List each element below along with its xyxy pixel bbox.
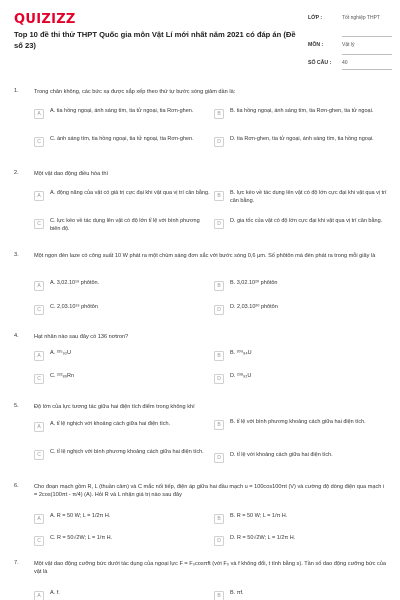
option-b[interactable] bbox=[214, 419, 394, 430]
option-text: B. ²⁰⁹₈₄U bbox=[230, 350, 252, 356]
option-d[interactable] bbox=[214, 304, 394, 315]
question-1 bbox=[14, 88, 390, 163]
option-box: A bbox=[34, 281, 44, 291]
option-c[interactable] bbox=[34, 535, 214, 546]
option-d[interactable] bbox=[214, 136, 394, 147]
option-c[interactable] bbox=[34, 449, 214, 460]
option-b[interactable] bbox=[214, 108, 394, 119]
option-text: A. tỉ lệ nghịch với khoảng cách giữa hai điện tích. bbox=[50, 421, 171, 427]
option-box: D bbox=[214, 219, 224, 229]
option-box: B bbox=[214, 420, 224, 430]
question-2 bbox=[14, 170, 390, 245]
meta-label: MÔN : bbox=[308, 41, 324, 48]
question-4 bbox=[14, 333, 390, 397]
option-b[interactable] bbox=[214, 350, 394, 361]
option-text: C. R = 50√2W; L = 1/π H. bbox=[50, 535, 113, 541]
option-text: B. πf. bbox=[230, 590, 244, 596]
option-a[interactable] bbox=[34, 421, 214, 432]
option-text: C. tỉ lệ nghịch với bình phương khoảng cách giữa hai điện tích. bbox=[50, 449, 204, 455]
meta-panel bbox=[308, 13, 392, 70]
option-a[interactable] bbox=[34, 513, 214, 524]
option-box: D bbox=[214, 137, 224, 147]
option-a[interactable] bbox=[34, 280, 214, 291]
option-text: D. gia tốc của vật có độ lớn cực đại khi vật qua vị trí cân bằng. bbox=[230, 218, 383, 224]
option-a[interactable] bbox=[34, 190, 214, 201]
option-c[interactable] bbox=[34, 373, 214, 384]
option-text: B. lực kéo về tác dụng lên vật có độ lớn cực đại khi vật qua vị trí cân bằng. bbox=[230, 190, 387, 204]
quizizz-logo: QUIZIZZ bbox=[14, 12, 76, 27]
option-box: A bbox=[34, 191, 44, 201]
meta-row-count bbox=[308, 58, 392, 70]
meta-label: SỐ CÂU : bbox=[308, 59, 332, 66]
option-d[interactable] bbox=[214, 373, 394, 384]
option-text: A. f. bbox=[50, 590, 60, 596]
question-number: 3. bbox=[14, 252, 19, 258]
document-title: Top 10 đề thi thử THPT Quốc gia môn Vật Lí mới nhất năm 2021 có đáp án (Đề số 23) bbox=[14, 30, 296, 50]
option-text: C. lực kéo về tác dụng lên vật có độ lớn tỉ lệ với bình phương biên độ. bbox=[50, 218, 200, 232]
option-box: A bbox=[34, 591, 44, 600]
option-text: B. tia hồng ngoại, ánh sáng tím, tia Rơn-ghen, tia tử ngoại. bbox=[230, 108, 374, 114]
question-5 bbox=[14, 403, 390, 473]
option-box: C bbox=[34, 536, 44, 546]
option-box: A bbox=[34, 514, 44, 524]
question-number: 6. bbox=[14, 483, 19, 489]
question-text: Cho đoạn mạch gồm R, L (thuần cảm) và C mắc nối tiếp, điện áp giữa hai đầu mạch u = 100cos100πt (V) và cường độ dòng điện qua mạch i = 2cos(100πt - π/4) (A). Hỏi R và L nhận giá trị nào sau đây bbox=[34, 484, 385, 499]
question-number: 2. bbox=[14, 170, 19, 176]
option-d[interactable] bbox=[214, 452, 394, 463]
option-text: D. ²³⁸₉₂U bbox=[230, 373, 252, 379]
meta-value: Vật lý bbox=[342, 40, 392, 55]
meta-label: LỚP : bbox=[308, 14, 323, 21]
option-c[interactable] bbox=[34, 218, 214, 233]
option-a[interactable] bbox=[34, 350, 214, 361]
option-box: D bbox=[214, 536, 224, 546]
question-6 bbox=[14, 483, 390, 549]
question-3 bbox=[14, 252, 390, 326]
meta-value: Tốt nghiệp THPT bbox=[342, 13, 392, 37]
option-box: D bbox=[214, 374, 224, 384]
option-c[interactable] bbox=[34, 136, 214, 147]
option-c[interactable] bbox=[34, 304, 214, 315]
option-text: B. R = 50 W; L = 1/π H. bbox=[230, 513, 288, 519]
option-d[interactable] bbox=[214, 218, 394, 229]
option-text: C. ²²²₈₆Rn bbox=[50, 373, 75, 379]
question-text: Hạt nhân nào sau đây có 136 nơtron? bbox=[34, 334, 129, 340]
option-b[interactable] bbox=[214, 280, 394, 291]
option-text: D. R = 50√2W; L = 1/2π H. bbox=[230, 535, 296, 541]
question-text: Một vật dao động điều hòa thì bbox=[34, 171, 109, 177]
option-box: A bbox=[34, 422, 44, 432]
question-text: Một ngọn đèn laze có công suất 10 W phát ra một chùm sáng đơn sắc với bước sóng 0,6 μm. Số phôtôn mà đèn phát ra trong mỗi giây là bbox=[34, 253, 376, 259]
option-text: D. tỉ lệ với khoảng cách giữa hai điện tích. bbox=[230, 452, 333, 458]
meta-row-class bbox=[308, 13, 392, 37]
option-box: C bbox=[34, 305, 44, 315]
option-text: C. ánh sáng tím, tia hồng ngoại, tia tử ngoại, tia Rơn-ghen. bbox=[50, 136, 194, 142]
option-box: B bbox=[214, 281, 224, 291]
question-number: 4. bbox=[14, 333, 19, 339]
option-text: C. 2,03.10¹⁹ phôtôn bbox=[50, 304, 98, 310]
option-text: B. 3,02.10²⁰ phôtôn bbox=[230, 280, 278, 286]
option-box: C bbox=[34, 450, 44, 460]
option-text: A. ²³⁵₉₂U bbox=[50, 350, 71, 356]
option-box: C bbox=[34, 137, 44, 147]
question-text: Độ lớn của lực tương tác giữa hai điện tích điểm trong không khí bbox=[34, 404, 195, 410]
option-a[interactable] bbox=[34, 590, 214, 600]
option-text: D. tia Rơn-ghen, tia tử ngoại, ánh sáng tím, tia hồng ngoại. bbox=[230, 136, 374, 142]
question-number: 1. bbox=[14, 88, 19, 94]
option-box: C bbox=[34, 219, 44, 229]
option-b[interactable] bbox=[214, 513, 394, 524]
option-text: A. tia hồng ngoại, ánh sáng tím, tia tử ngoại, tia Rơn-ghen. bbox=[50, 108, 194, 114]
option-box: B bbox=[214, 514, 224, 524]
option-box: B bbox=[214, 191, 224, 201]
option-d[interactable] bbox=[214, 535, 394, 546]
option-box: B bbox=[214, 351, 224, 361]
page-header bbox=[0, 0, 400, 78]
option-box: D bbox=[214, 453, 224, 463]
question-text: Trong chân không, các bức xạ được sắp xếp theo thứ tự bước sóng giảm dần là: bbox=[34, 89, 236, 95]
option-b[interactable] bbox=[214, 590, 394, 600]
option-text: A. động năng của vật có giá trị cực đại khi vật qua vị trí cân bằng. bbox=[50, 190, 210, 196]
option-box: D bbox=[214, 305, 224, 315]
question-7 bbox=[14, 560, 390, 600]
option-text: A. R = 50 W; L = 1/2π H. bbox=[50, 513, 111, 519]
question-text: Một vật dao động cưỡng bức dưới tác dụng của ngoại lực F = F₀cosπft (với F₀ và f không đổi, t tính bằng s). Tần số dao động cưỡng bức của vật là bbox=[34, 561, 386, 576]
option-text: A. 3,02.10¹⁹ phôtôn. bbox=[50, 280, 100, 286]
option-b[interactable] bbox=[214, 190, 394, 205]
option-text: D. 2,03.10²⁰ phôtôn bbox=[230, 304, 278, 310]
question-number: 5. bbox=[14, 403, 19, 409]
option-box: A bbox=[34, 109, 44, 119]
meta-row-subject bbox=[308, 40, 392, 55]
option-box: C bbox=[34, 374, 44, 384]
meta-value: 40 bbox=[342, 58, 392, 70]
option-box: B bbox=[214, 109, 224, 119]
option-text: B. tỉ lệ với bình phương khoảng cách giữa hai điện tích. bbox=[230, 419, 366, 425]
option-box: B bbox=[214, 591, 224, 600]
option-a[interactable] bbox=[34, 108, 214, 119]
question-number: 7. bbox=[14, 560, 19, 566]
option-box: A bbox=[34, 351, 44, 361]
